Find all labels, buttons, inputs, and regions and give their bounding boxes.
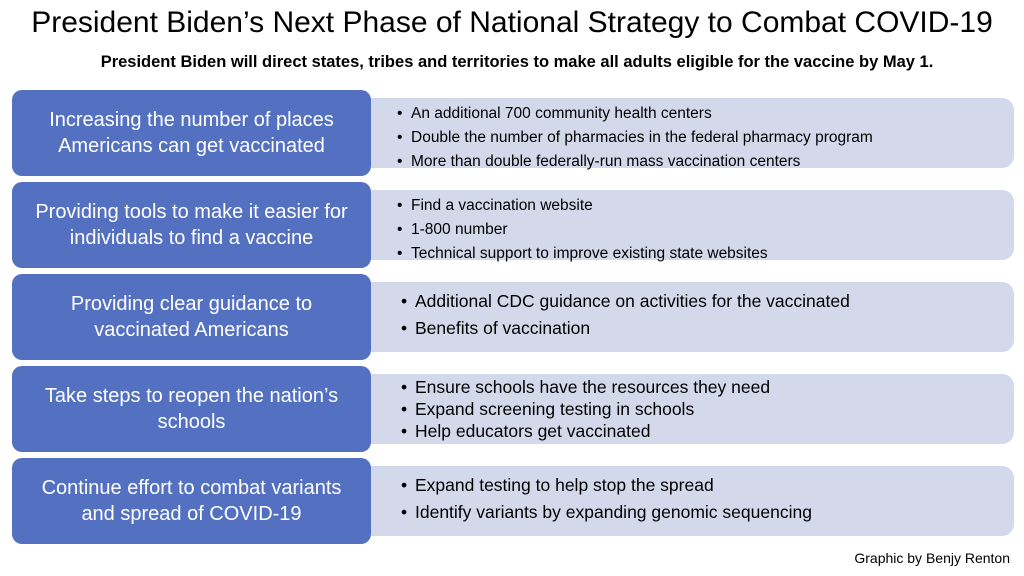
bullet-item: • Additional CDC guidance on activities for the vaccinated — [401, 288, 1014, 315]
bullet-item: • Benefits of vaccination — [401, 315, 1014, 342]
bullet-list — [401, 288, 1014, 342]
bullet-item: • Technical support to improve existing state websites — [397, 242, 1014, 266]
bullet-item: • Expand testing to help stop the spread — [401, 472, 1014, 499]
bullet-item: • An additional 700 community health centers — [397, 102, 1014, 126]
category-box: Increasing the number of places Americans can get vaccinated — [12, 90, 371, 176]
bullet-panel — [371, 282, 1014, 352]
bullet-panel — [371, 98, 1014, 168]
strategy-row-schools — [12, 366, 1014, 452]
bullet-item: • Expand screening testing in schools — [401, 398, 1014, 420]
strategy-rows — [12, 90, 1014, 550]
bullet-list — [401, 376, 1014, 442]
bullet-item: • Help educators get vaccinated — [401, 420, 1014, 442]
page-title: President Biden’s Next Phase of National Strategy to Combat COVID-19 — [31, 6, 993, 39]
graphic-credit: Graphic by Benjy Renton — [854, 550, 1010, 566]
category-box: Continue effort to combat variants and spread of COVID-19 — [12, 458, 371, 544]
bullet-list — [397, 194, 1014, 266]
bullet-panel — [371, 374, 1014, 444]
bullet-panel — [371, 190, 1014, 260]
category-box: Providing tools to make it easier for individuals to find a vaccine — [12, 182, 371, 268]
strategy-row-variants — [12, 458, 1014, 544]
category-box: Providing clear guidance to vaccinated Americans — [12, 274, 371, 360]
bullet-list — [401, 472, 1014, 526]
strategy-row-guidance — [12, 274, 1014, 360]
bullet-item: • Identify variants by expanding genomic sequencing — [401, 499, 1014, 526]
bullet-item: • 1-800 number — [397, 218, 1014, 242]
page-subtitle: President Biden will direct states, tribes and territories to make all adults eligible for the vaccine by May 1. — [100, 53, 934, 71]
category-box: Take steps to reopen the nation’s schools — [12, 366, 371, 452]
bullet-item: • Ensure schools have the resources they need — [401, 376, 1014, 398]
bullet-item: • Find a vaccination website — [397, 194, 1014, 218]
strategy-row-tools — [12, 182, 1014, 268]
bullet-item: • Double the number of pharmacies in the federal pharmacy program — [397, 126, 1014, 150]
bullet-item: • More than double federally-run mass vaccination centers — [397, 150, 1014, 174]
bullet-list — [397, 102, 1014, 174]
bullet-panel — [371, 466, 1014, 536]
strategy-row-places — [12, 90, 1014, 176]
